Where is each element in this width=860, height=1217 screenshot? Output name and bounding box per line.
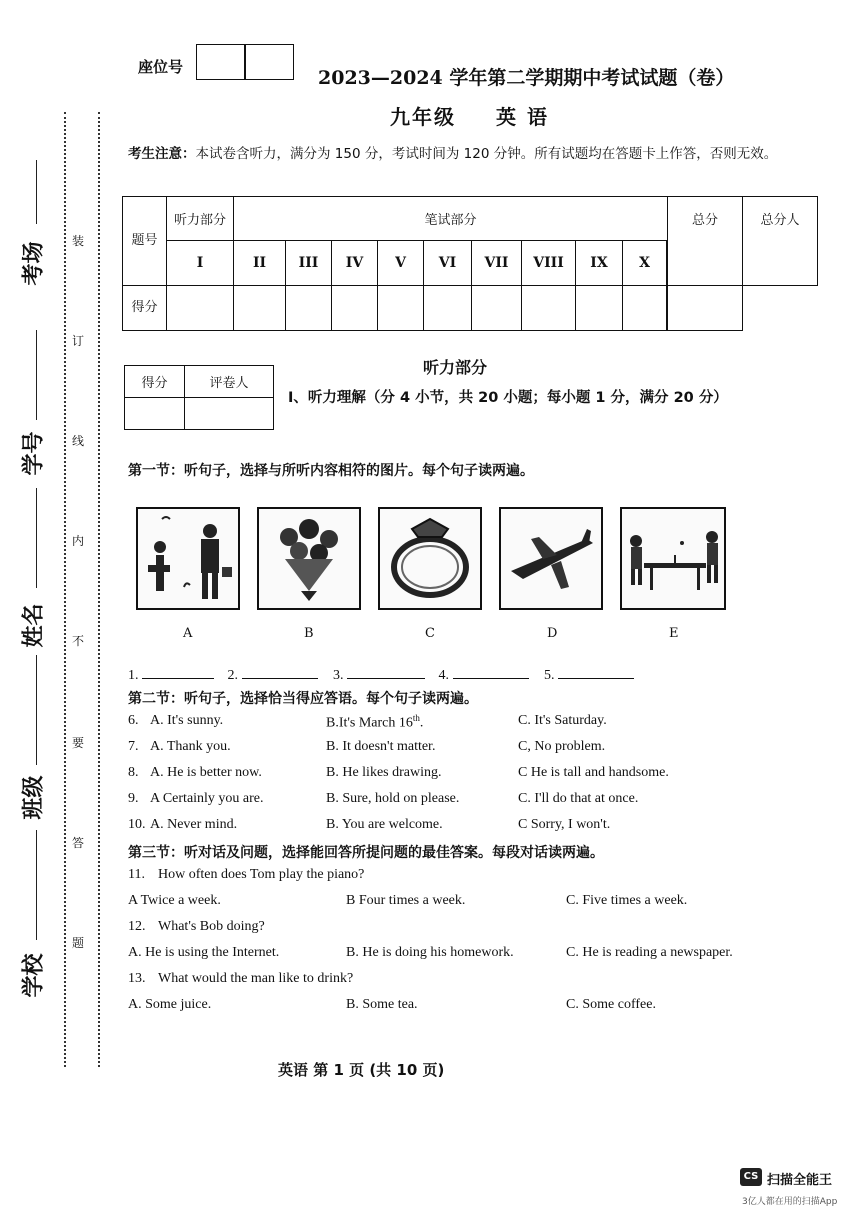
blank-5[interactable]: [558, 665, 634, 679]
option-c[interactable]: C. It's Saturday.: [518, 713, 607, 728]
blank-3-label: 3.: [333, 668, 344, 683]
section-1-answer-blanks: [128, 665, 634, 684]
section-1-heading: 第一节：听句子，选择与所听内容相符的图片。每个句子读两遍。: [128, 463, 534, 479]
picture-c-letter: C: [425, 626, 435, 641]
total-person-header: 总分人: [743, 197, 818, 286]
listening-description: I、听力理解（分 4 小节，共 20 小题；每小题 1 分，满分 20 分）: [288, 390, 728, 406]
picture-e-letter: E: [669, 626, 679, 641]
binding-char-4: 内: [72, 534, 85, 548]
option-b[interactable]: [326, 713, 423, 732]
option-c[interactable]: C. Some coffee.: [566, 997, 656, 1012]
school-line: [36, 830, 37, 940]
seat-number-box-2[interactable]: [245, 44, 294, 80]
listening-part-header: 听力部分: [167, 197, 234, 241]
score-cell-X[interactable]: [623, 286, 667, 331]
exam-room-label: 考场: [21, 241, 47, 286]
col-I: I: [167, 241, 234, 286]
option-a[interactable]: A. It's sunny.: [150, 713, 224, 728]
blank-4-label: 4.: [438, 668, 449, 683]
option-b[interactable]: B. Sure, hold on please.: [326, 791, 460, 806]
page-footer: 英语 第 1 页 (共 10 页): [278, 1061, 445, 1079]
question-number: 11.: [128, 867, 145, 882]
picture-e: [620, 507, 726, 610]
binding-char-8: 题: [72, 936, 85, 950]
name-line: [36, 488, 37, 588]
seat-number-label: 座位号: [138, 58, 184, 76]
option-a[interactable]: A. Some juice.: [128, 997, 212, 1012]
picture-d-letter: D: [547, 626, 558, 641]
question-number: 12.: [128, 919, 146, 934]
grader-name-header: 评卷人: [185, 366, 274, 398]
option-b[interactable]: B. Some tea.: [346, 997, 418, 1012]
blank-1-label: 1.: [128, 668, 139, 683]
option-a[interactable]: A Certainly you are.: [150, 791, 264, 806]
student-id-line: [36, 330, 37, 420]
binding-char-5: 不: [72, 634, 85, 648]
option-b[interactable]: B. You are welcome.: [326, 817, 443, 832]
option-b[interactable]: B. He likes drawing.: [326, 765, 442, 780]
name-label: 姓名: [21, 603, 47, 648]
blank-2[interactable]: [242, 665, 318, 679]
question-number: 9.: [128, 791, 139, 806]
picture-d: [499, 507, 603, 610]
grader-table: [124, 365, 274, 430]
question-number: 8.: [128, 765, 139, 780]
option-c[interactable]: C Sorry, I won't.: [518, 817, 611, 832]
tihao-header: 题号: [123, 197, 167, 286]
option-b-tail: .: [419, 715, 424, 731]
picture-b: [257, 507, 361, 610]
question-number: 13.: [128, 971, 146, 986]
blank-1[interactable]: [142, 665, 214, 679]
col-VIII: VIII: [522, 241, 576, 286]
total-header: 总分: [668, 197, 743, 286]
binding-char-3: 线: [72, 434, 85, 448]
question-text: What would the man like to drink?: [158, 971, 354, 986]
col-VII: VII: [472, 241, 522, 286]
notice-text: 本试卷含听力，满分为 150 分，考试时间为 120 分钟。所有试题均在答题卡上作答，否则无效。: [195, 146, 778, 162]
option-b[interactable]: B. It doesn't matter.: [326, 739, 436, 754]
picture-c: [378, 507, 482, 610]
defen-header: 得分: [123, 286, 167, 331]
option-b[interactable]: B Four times a week.: [346, 893, 466, 908]
listening-title: 听力部分: [423, 358, 488, 377]
diamond-ring-icon: [380, 509, 480, 608]
col-III: III: [286, 241, 332, 286]
exam-room-line: [36, 160, 37, 224]
score-cell-VI[interactable]: [424, 286, 472, 331]
col-V: V: [378, 241, 424, 286]
option-b-superscript: th: [412, 713, 420, 723]
score-cell-IV[interactable]: [332, 286, 378, 331]
score-cell-VII[interactable]: [472, 286, 522, 331]
question-number: 6.: [128, 713, 139, 728]
notice-label: 考生注意：: [128, 146, 196, 162]
binding-char-6: 要: [72, 736, 85, 750]
picture-b-letter: B: [304, 626, 314, 641]
col-X: X: [623, 241, 667, 286]
score-table: [122, 196, 818, 331]
camscanner-name: 扫描全能王: [767, 1173, 833, 1188]
col-IV: IV: [332, 241, 378, 286]
question-number: 7.: [128, 739, 139, 754]
option-a[interactable]: A. He is better now.: [150, 765, 262, 780]
option-b-text: B.It's March 16: [326, 715, 413, 731]
option-a[interactable]: A. Thank you.: [150, 739, 231, 754]
question-text: What's Bob doing?: [158, 919, 265, 934]
score-cell-III[interactable]: [286, 286, 332, 331]
grader-score-cell[interactable]: [125, 398, 185, 430]
exam-notice: [128, 143, 818, 165]
option-c[interactable]: C. I'll do that at once.: [518, 791, 639, 806]
binding-char-1: 装: [72, 234, 85, 248]
score-cell-V[interactable]: [378, 286, 424, 331]
binding-char-7: 答: [72, 836, 85, 850]
col-II: II: [234, 241, 286, 286]
subject-label: 英 语: [496, 105, 549, 129]
school-label: 学校: [21, 953, 47, 998]
binding-dotted-line-right: [98, 112, 100, 1067]
people-talking-icon: [138, 509, 238, 608]
option-c[interactable]: C He is tall and handsome.: [518, 765, 669, 780]
exam-subtitle: [390, 101, 589, 130]
score-cell-IX[interactable]: [576, 286, 623, 331]
class-label: 班级: [21, 775, 47, 820]
question-number: 10.: [128, 817, 146, 832]
option-c[interactable]: C. Five times a week.: [566, 893, 688, 908]
picture-a: [136, 507, 240, 610]
binding-dotted-line-left: [64, 112, 66, 1067]
score-cell-total-person[interactable]: [668, 286, 743, 331]
grade-label: 九年级: [390, 105, 456, 129]
section-2-heading: 第二节：听句子，选择恰当得应答语。每个句子读两遍。: [128, 691, 478, 707]
option-c[interactable]: C, No problem.: [518, 739, 606, 754]
score-cell-I[interactable]: [167, 286, 234, 331]
score-cell-II[interactable]: [234, 286, 286, 331]
section-3-heading: 第三节：听对话及问题，选择能回答所提问题的最佳答案。每段对话读两遍。: [128, 845, 604, 861]
col-VI: VI: [424, 241, 472, 286]
camscanner-logo-icon: CS: [740, 1168, 762, 1186]
grader-score-header: 得分: [125, 366, 185, 398]
seat-number-box-1[interactable]: [196, 44, 245, 80]
option-a[interactable]: A Twice a week.: [128, 893, 221, 908]
binding-char-2: 订: [72, 334, 85, 348]
score-cell-VIII[interactable]: [522, 286, 576, 331]
flower-bouquet-icon: [259, 509, 359, 608]
class-line: [36, 655, 37, 765]
option-c[interactable]: C. He is reading a newspaper.: [566, 945, 733, 960]
student-id-label: 学号: [21, 431, 47, 476]
blank-2-label: 2.: [227, 668, 238, 683]
option-b[interactable]: B. He is doing his homework.: [346, 945, 514, 960]
grader-name-cell[interactable]: [185, 398, 274, 430]
blank-3[interactable]: [347, 665, 425, 679]
picture-a-letter: A: [183, 626, 193, 641]
blank-4[interactable]: [453, 665, 529, 679]
question-text: How often does Tom play the piano?: [158, 867, 365, 882]
written-part-header: 笔试部分: [234, 197, 668, 241]
airplane-icon: [501, 509, 601, 608]
option-a[interactable]: A. He is using the Internet.: [128, 945, 280, 960]
table-tennis-icon: [622, 509, 724, 608]
col-IX: IX: [576, 241, 623, 286]
blank-5-label: 5.: [544, 668, 555, 683]
option-a[interactable]: A. Never mind.: [150, 817, 238, 832]
exam-title: 2023—2024 学年第二学期期中考试试题（卷）: [318, 67, 735, 89]
camscanner-tagline: 3亿人都在用的扫描App: [742, 1197, 838, 1207]
